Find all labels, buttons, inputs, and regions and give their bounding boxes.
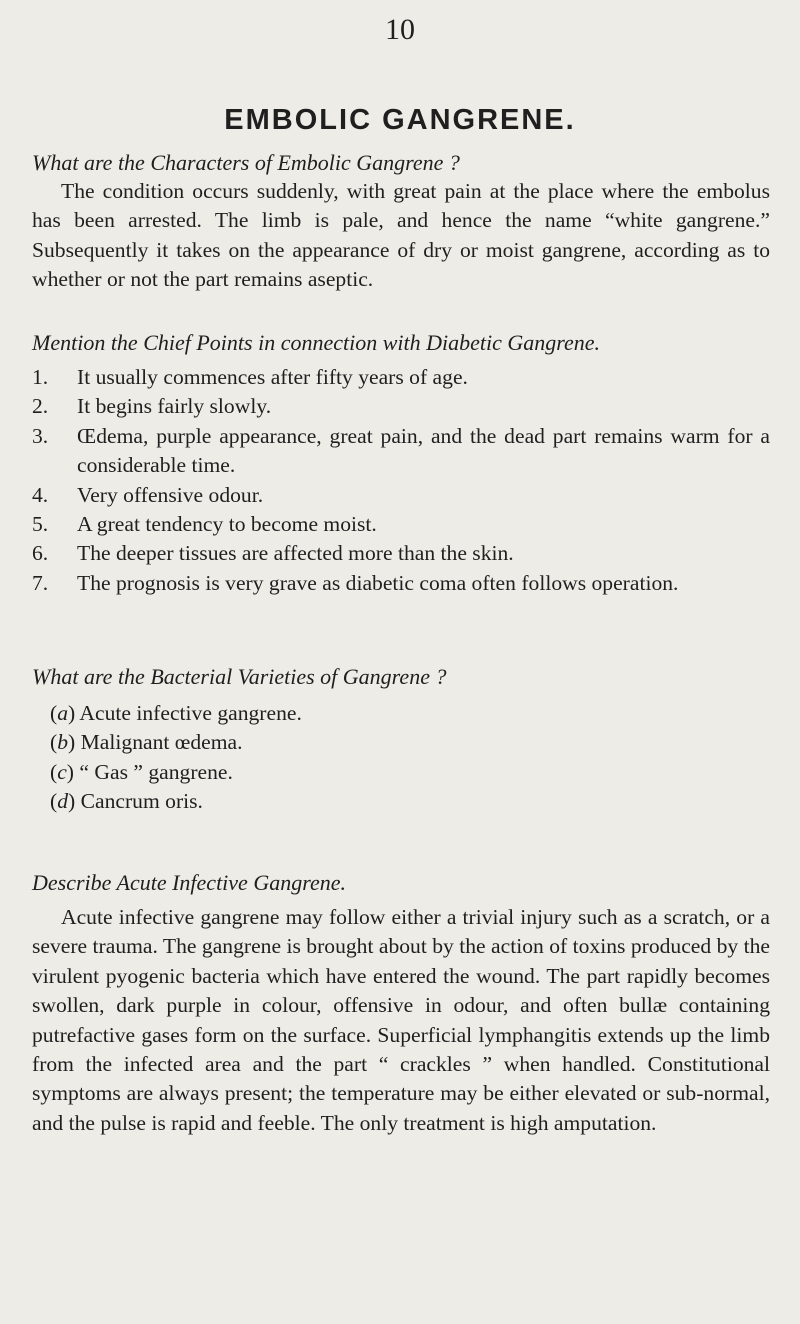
bacterial-varieties-list xyxy=(50,699,750,817)
list-item xyxy=(32,422,770,481)
list-item xyxy=(32,363,770,392)
list-item-text: The deeper tissues are affected more than the skin. xyxy=(77,541,514,566)
list-item xyxy=(32,481,770,510)
list-item-letter: a xyxy=(57,701,68,725)
list-item-number: 3. xyxy=(32,423,49,448)
list-item-letter: b xyxy=(57,730,68,755)
list-item-letter: c xyxy=(57,759,67,784)
list-item-text: The prognosis is very grave as diabetic coma often follows operation. xyxy=(77,570,679,595)
list-item-text: Malignant œdema. xyxy=(80,730,243,755)
list-item-close: ) xyxy=(68,789,76,814)
list-item-number: 7. xyxy=(32,570,49,595)
list-item xyxy=(32,392,770,421)
list-item-text: Acute infective gangrene. xyxy=(79,701,302,725)
list-item xyxy=(32,569,770,598)
list-item xyxy=(50,699,750,728)
list-item xyxy=(32,510,770,539)
list-item-letter: d xyxy=(57,789,68,814)
list-item-text: A great tendency to become moist. xyxy=(77,512,377,537)
list-item-text: It usually commences after fifty years of age. xyxy=(77,365,468,389)
question-acute-infective: Describe Acute Infective Gangrene. xyxy=(32,870,346,895)
list-item-number: 6. xyxy=(32,541,49,566)
question-bacterial-varieties: What are the Bacterial Varieties of Gangrene ? xyxy=(32,664,447,689)
list-item xyxy=(32,539,770,568)
list-item xyxy=(50,758,750,787)
list-item-number: 4. xyxy=(32,482,49,507)
list-item-text: Œdema, purple appearance, great pain, and the dead part remains warm for a considerable time. xyxy=(77,423,770,478)
list-item-open: ( xyxy=(50,789,58,814)
list-item-close: ) xyxy=(66,759,74,784)
list-item-close: ) xyxy=(68,730,76,755)
list-item-text: Cancrum oris. xyxy=(80,789,203,814)
list-item-text: “ Gas ” gangrene. xyxy=(79,759,233,784)
list-item-number: 5. xyxy=(32,512,49,537)
diabetic-points-list xyxy=(32,363,770,598)
list-item-number: 1. xyxy=(32,365,49,389)
question-embolic-characters: What are the Characters of Embolic Gangrene ? xyxy=(32,150,460,175)
list-item-open: ( xyxy=(50,701,58,725)
list-item-open: ( xyxy=(50,759,58,784)
list-item-text: Very offensive odour. xyxy=(77,482,264,507)
list-item-close: ) xyxy=(68,701,76,725)
list-item-text: It begins fairly slowly. xyxy=(77,394,272,419)
list-item xyxy=(50,787,750,816)
question-diabetic-gangrene: Mention the Chief Points in connection with Diabetic Gangrene. xyxy=(32,330,601,355)
list-item xyxy=(50,728,750,757)
paragraph-acute-infective: Acute infective gangrene may follow either a trivial injury such as a scratch, or a severe trauma. The gangrene is brought about by the action of toxins produced by the virulent pyogenic bacteria which have entered the wound. The part rapidly becomes swollen, dark purple in colour, offensive in odour, and often bullæ containing putrefactive gases form on the surface. Superficial lymphangitis extends up the limb from the infected area and the part “ crackles ” when handled. Constitutional symptoms are always present; the temperature may be either elevated or sub-normal, and the pulse is rapid and feeble. The only treatment is high amputation. xyxy=(32,905,770,1135)
paragraph-embolic-characters: The condition occurs suddenly, with great pain at the place where the embolus has been arrested. The limb is pale, and hence the name “white gangrene.” Subsequently it takes on the appearance of dry or moist gangrene, according as to whether or not the part remains aseptic. xyxy=(32,179,770,292)
page-title: EMBOLIC GANGRENE. xyxy=(224,104,576,136)
list-item-number: 2. xyxy=(32,394,49,419)
page-number: 10 xyxy=(385,13,415,46)
list-item-open: ( xyxy=(50,730,58,755)
